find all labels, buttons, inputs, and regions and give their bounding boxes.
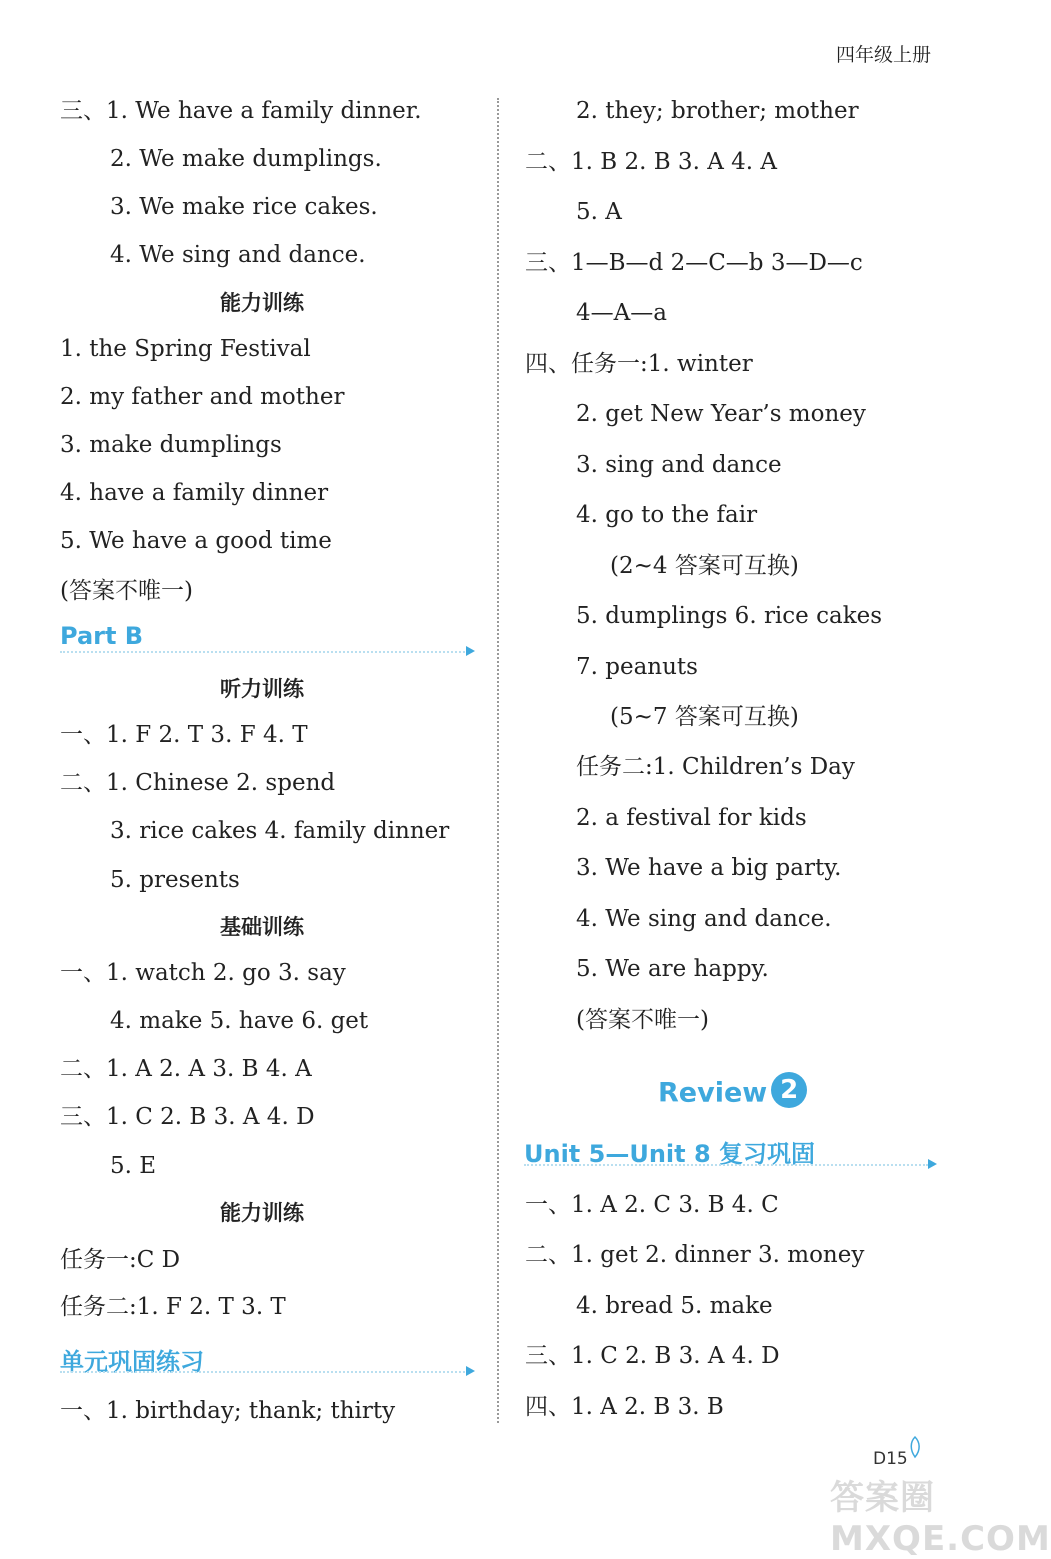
answer-line: 三、1. C 2. B 3. A 4. D	[525, 1343, 780, 1369]
answer-line: 3. sing and dance	[576, 452, 782, 478]
answer-line: 二、1. Chinese 2. spend	[60, 770, 336, 796]
answer-line: 任务一:C D	[60, 1247, 181, 1273]
note-line: (2~4 答案可互换)	[610, 553, 799, 579]
answer-line: 5. E	[110, 1153, 157, 1179]
review-label: Review	[658, 1077, 768, 1109]
answer-line: 2. a festival for kids	[576, 805, 807, 831]
answer-line: 4. have a family dinner	[60, 480, 329, 506]
part-b-title: Part B	[60, 622, 144, 650]
note-line: (答案不唯一)	[60, 578, 193, 604]
section-underline	[60, 1371, 465, 1373]
answer-line: 一、1. birthday; thank; thirty	[60, 1398, 396, 1424]
answer-line: 5. We are happy.	[576, 956, 769, 982]
answer-line: 3. We have a big party.	[576, 855, 842, 881]
arrow-icon	[466, 1366, 475, 1376]
answer-line: 四、1. A 2. B 3. B	[525, 1394, 724, 1420]
watermark: 答案圈 MXQE.COM	[830, 1478, 1051, 1559]
answer-line: 4. We sing and dance.	[576, 906, 832, 932]
section-underline	[60, 651, 465, 653]
answer-line: 5. dumplings 6. rice cakes	[576, 603, 883, 629]
answer-line: 3. rice cakes 4. family dinner	[110, 818, 450, 844]
answer-line: 四、任务一:1. winter	[525, 351, 753, 377]
page-number: D15	[873, 1449, 908, 1469]
answer-line: 一、1. watch 2. go 3. say	[60, 960, 346, 986]
answer-line: 3. We make rice cakes.	[110, 194, 378, 220]
answer-line: 任务二:1. F 2. T 3. T	[60, 1294, 286, 1320]
note-line: (5~7 答案可互换)	[610, 704, 799, 730]
answer-line: 三、1. We have a family dinner.	[60, 98, 422, 124]
leaf-icon	[908, 1436, 922, 1458]
answer-line: 二、1. get 2. dinner 3. money	[525, 1242, 865, 1268]
section-underline	[524, 1164, 928, 1166]
answer-line: 4—A—a	[576, 300, 667, 326]
column-divider	[497, 98, 499, 1423]
answer-line: 一、1. A 2. C 3. B 4. C	[525, 1192, 779, 1218]
section-heading: 能力训练	[220, 1201, 304, 1225]
answer-line: 4. go to the fair	[576, 502, 758, 528]
answer-line: 7. peanuts	[576, 654, 698, 680]
answer-line: 2. my father and mother	[60, 384, 345, 410]
grade-label: 四年级上册	[836, 44, 932, 66]
answer-line: 一、1. F 2. T 3. F 4. T	[60, 722, 308, 748]
note-line: (答案不唯一)	[576, 1007, 709, 1033]
answer-line: 5. A	[576, 199, 622, 225]
section-heading: 能力训练	[220, 291, 304, 315]
answer-line: 5. We have a good time	[60, 528, 332, 554]
answer-line: 4. make 5. have 6. get	[110, 1008, 369, 1034]
unit-practice-title: 单元巩固练习	[60, 1348, 204, 1376]
arrow-icon	[466, 646, 475, 656]
answer-line: 任务二:1. Children’s Day	[576, 754, 855, 780]
answer-line: 三、1—B—d 2—C—b 3—D—c	[525, 250, 863, 276]
answer-line: 4. We sing and dance.	[110, 242, 366, 268]
answer-line: 二、1. A 2. A 3. B 4. A	[60, 1056, 312, 1082]
answer-line: 4. bread 5. make	[576, 1293, 773, 1319]
answer-line: 3. make dumplings	[60, 432, 282, 458]
answer-line: 5. presents	[110, 867, 240, 893]
answer-line: 2. We make dumplings.	[110, 146, 382, 172]
section-heading: 听力训练	[220, 677, 304, 701]
arrow-icon	[928, 1159, 937, 1169]
unit-review-title: Unit 5—Unit 8 复习巩固	[524, 1140, 816, 1168]
review-title	[658, 1076, 807, 1112]
answer-line: 2. get New Year’s money	[576, 401, 866, 427]
answer-line: 2. they; brother; mother	[576, 98, 859, 124]
section-heading: 基础训练	[220, 915, 304, 939]
answer-line: 三、1. C 2. B 3. A 4. D	[60, 1104, 315, 1130]
answer-line: 二、1. B 2. B 3. A 4. A	[525, 149, 777, 175]
review-number-badge: 2	[771, 1072, 807, 1108]
answer-line: 1. the Spring Festival	[60, 336, 311, 362]
